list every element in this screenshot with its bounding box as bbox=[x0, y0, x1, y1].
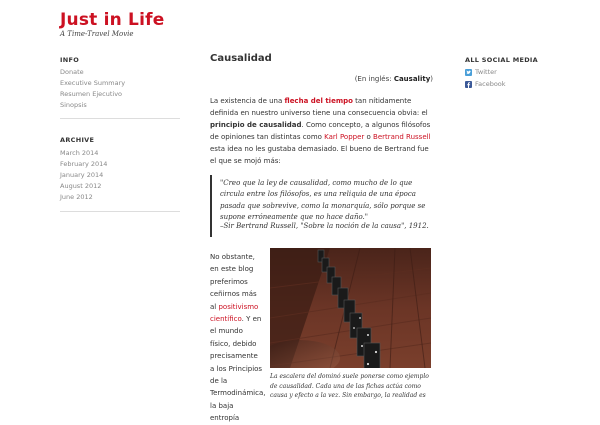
social-widget-title: ALL SOCIAL MEDIA bbox=[465, 56, 538, 64]
facebook-icon bbox=[465, 81, 472, 88]
post-title[interactable]: Causalidad bbox=[210, 53, 272, 64]
archive-link-march-2014[interactable]: March 2014 bbox=[60, 149, 99, 157]
positivismo-cientifico-link[interactable]: positivismo científico bbox=[210, 302, 259, 324]
language-note bbox=[355, 75, 433, 83]
sidebar-divider bbox=[60, 118, 180, 119]
photo-caption: La escalera del dominó suele ponerse como ejemplo de causalidad. Cada una de las fichas actúa como causa y efecto a la vez. Sin embargo, la realidad es bbox=[270, 373, 429, 399]
archive-list bbox=[60, 148, 107, 203]
sidebar-divider bbox=[60, 211, 180, 212]
archive-link-august-2012[interactable]: August 2012 bbox=[60, 182, 102, 190]
info-link-donate[interactable]: Donate bbox=[60, 68, 84, 76]
karl-popper-link[interactable]: Karl Popper bbox=[324, 133, 365, 141]
info-link-sinopsis[interactable]: Sinopsis bbox=[60, 101, 87, 109]
archive-link-june-2012[interactable]: June 2012 bbox=[60, 193, 93, 201]
twitter-label: Twitter bbox=[475, 68, 497, 76]
quote-text: "Creo que la ley de causalidad, como mucho de lo que circula entre los filósofos, es una reliquia de una época pasada que sobrevive, como la monarquía, sólo porque se supone erróneamente que no hace daño." bbox=[220, 179, 426, 221]
flecha-del-tiempo-link[interactable]: flecha del tiempo bbox=[284, 97, 353, 105]
post-paragraph bbox=[210, 251, 264, 425]
blockquote bbox=[210, 175, 437, 237]
language-note-prefix: (En inglés: bbox=[354, 75, 394, 83]
bertrand-russell-link[interactable]: Bertrand Russell bbox=[373, 133, 431, 141]
archive-widget-title: ARCHIVE bbox=[60, 136, 95, 144]
intro-text: esta idea no les gustaba demasiado. El bueno de Bertrand fue el que se mojó más: bbox=[210, 145, 429, 165]
archive-link-january-2014[interactable]: January 2014 bbox=[60, 171, 104, 179]
principio-causalidad-bold: principio de causalidad bbox=[210, 121, 302, 129]
domino-staircase-photo bbox=[270, 248, 431, 368]
site-description: A Time-Travel Movie bbox=[60, 30, 134, 38]
paragraph-text: No obstante, en este blog preferimos ceñirnos más al bbox=[210, 253, 257, 311]
twitter-link[interactable] bbox=[465, 68, 497, 76]
facebook-link[interactable] bbox=[465, 80, 506, 88]
post-intro-paragraph bbox=[210, 95, 435, 167]
intro-text: o bbox=[364, 133, 374, 141]
twitter-icon bbox=[465, 69, 472, 76]
info-link-resumen-ejecutivo[interactable]: Resumen Ejecutivo bbox=[60, 90, 123, 98]
paragraph-text: . Y en el mundo físico, debido precisamente a los Principios de la Termodinámica, la baja entropía bbox=[210, 315, 266, 423]
info-link-executive-summary[interactable]: Executive Summary bbox=[60, 79, 126, 87]
intro-text: tan nítidamente definida en nuestro universo tiene una consecuencia obvia: el bbox=[210, 97, 428, 117]
english-version-link[interactable]: Causality bbox=[393, 75, 431, 83]
site-title[interactable]: Just in Life bbox=[60, 10, 165, 30]
info-menu bbox=[60, 67, 125, 111]
archive-link-february-2014[interactable]: February 2014 bbox=[60, 160, 108, 168]
intro-text: . Como concepto, a algunos filósofos de opiniones tan distintas como bbox=[210, 121, 431, 141]
quote-citation: –Sir Bertrand Russell, "Sobre la noción de la causa", 1912. bbox=[220, 222, 429, 230]
language-note-suffix: ) bbox=[430, 75, 433, 83]
domino-photo-image bbox=[270, 248, 431, 368]
facebook-label: Facebook bbox=[475, 80, 506, 88]
intro-text: La existencia de una bbox=[210, 97, 285, 105]
info-widget-title: INFO bbox=[60, 56, 80, 64]
